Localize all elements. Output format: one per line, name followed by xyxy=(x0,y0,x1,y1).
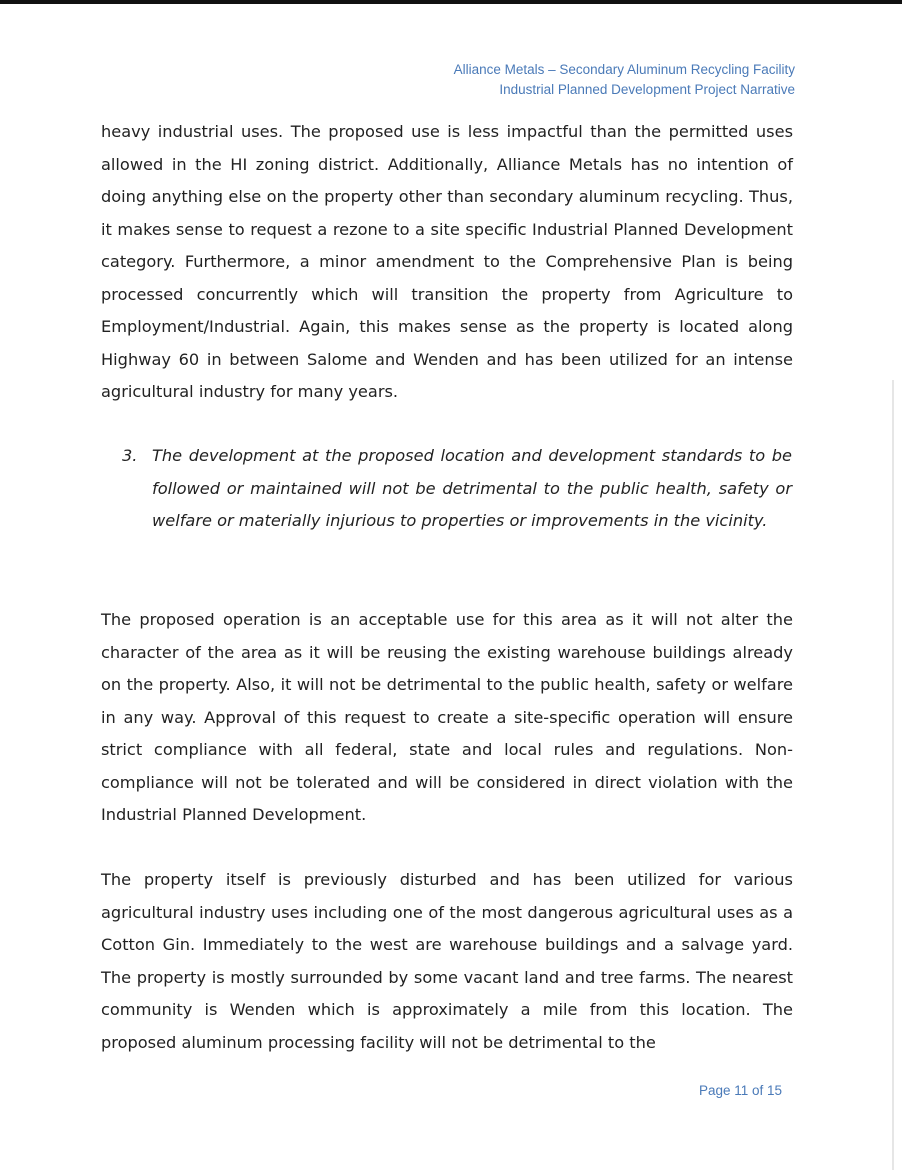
page-header xyxy=(454,60,795,100)
criterion-number: 3. xyxy=(122,446,138,465)
paragraph-property: The property itself is previously disturbed and has been utilized for various agricultural industry uses including one of the most dangerous agricultural uses as a Cotton Gin. Immediately to the west are warehouse buildings and a salvage yard. The property is mostly surrounded by some vacant land and tree farms. The nearest community is Wenden which is approximately a mile from this location. The proposed aluminum processing facility will not be detrimental to the xyxy=(101,870,793,1052)
scan-top-border xyxy=(0,0,902,4)
header-title: Alliance Metals – Secondary Aluminum Recycling Facility xyxy=(453,62,795,77)
scan-right-edge xyxy=(892,380,894,1170)
paragraph-intro: heavy industrial uses. The proposed use is less impactful than the permitted uses allowed in the HI zoning district. Additionally, Alliance Metals has no intention of doing anything else on the property other than secondary aluminum recycling. Thus, it makes sense to request a rezone to a site specific Industrial Planned Development category. Furthermore, a minor amendment to the Comprehensive Plan is being processed concurrently which will transition the property from Agriculture to Employment/Industrial. Again, this makes sense as the property is located along Highway 60 in between Salome and Wenden and has been utilized for an intense agricultural industry for many years. xyxy=(101,122,793,401)
paragraph-operation: The proposed operation is an acceptable use for this area as it will not alter the character of the area as it will be reusing the existing warehouse buildings already on the property. Also, it will not be detrimental to the public health, safety or welfare in any way. Approval of this request to create a site-specific operation will ensure strict compliance with all federal, state and local rules and regulations. Non-compliance will not be tolerated and will be considered in direct violation with the Industrial Planned Development. xyxy=(101,610,793,824)
header-subtitle: Industrial Planned Development Project Narrative xyxy=(499,82,795,97)
criterion-item xyxy=(122,440,792,538)
criterion-text: The development at the proposed location and development standards to be followed or maintained will not be detrimental to the public health, safety or welfare or materially injurious to properties or improvements in the vicinity. xyxy=(152,446,792,530)
page-number: Page 11 of 15 xyxy=(699,1083,783,1098)
